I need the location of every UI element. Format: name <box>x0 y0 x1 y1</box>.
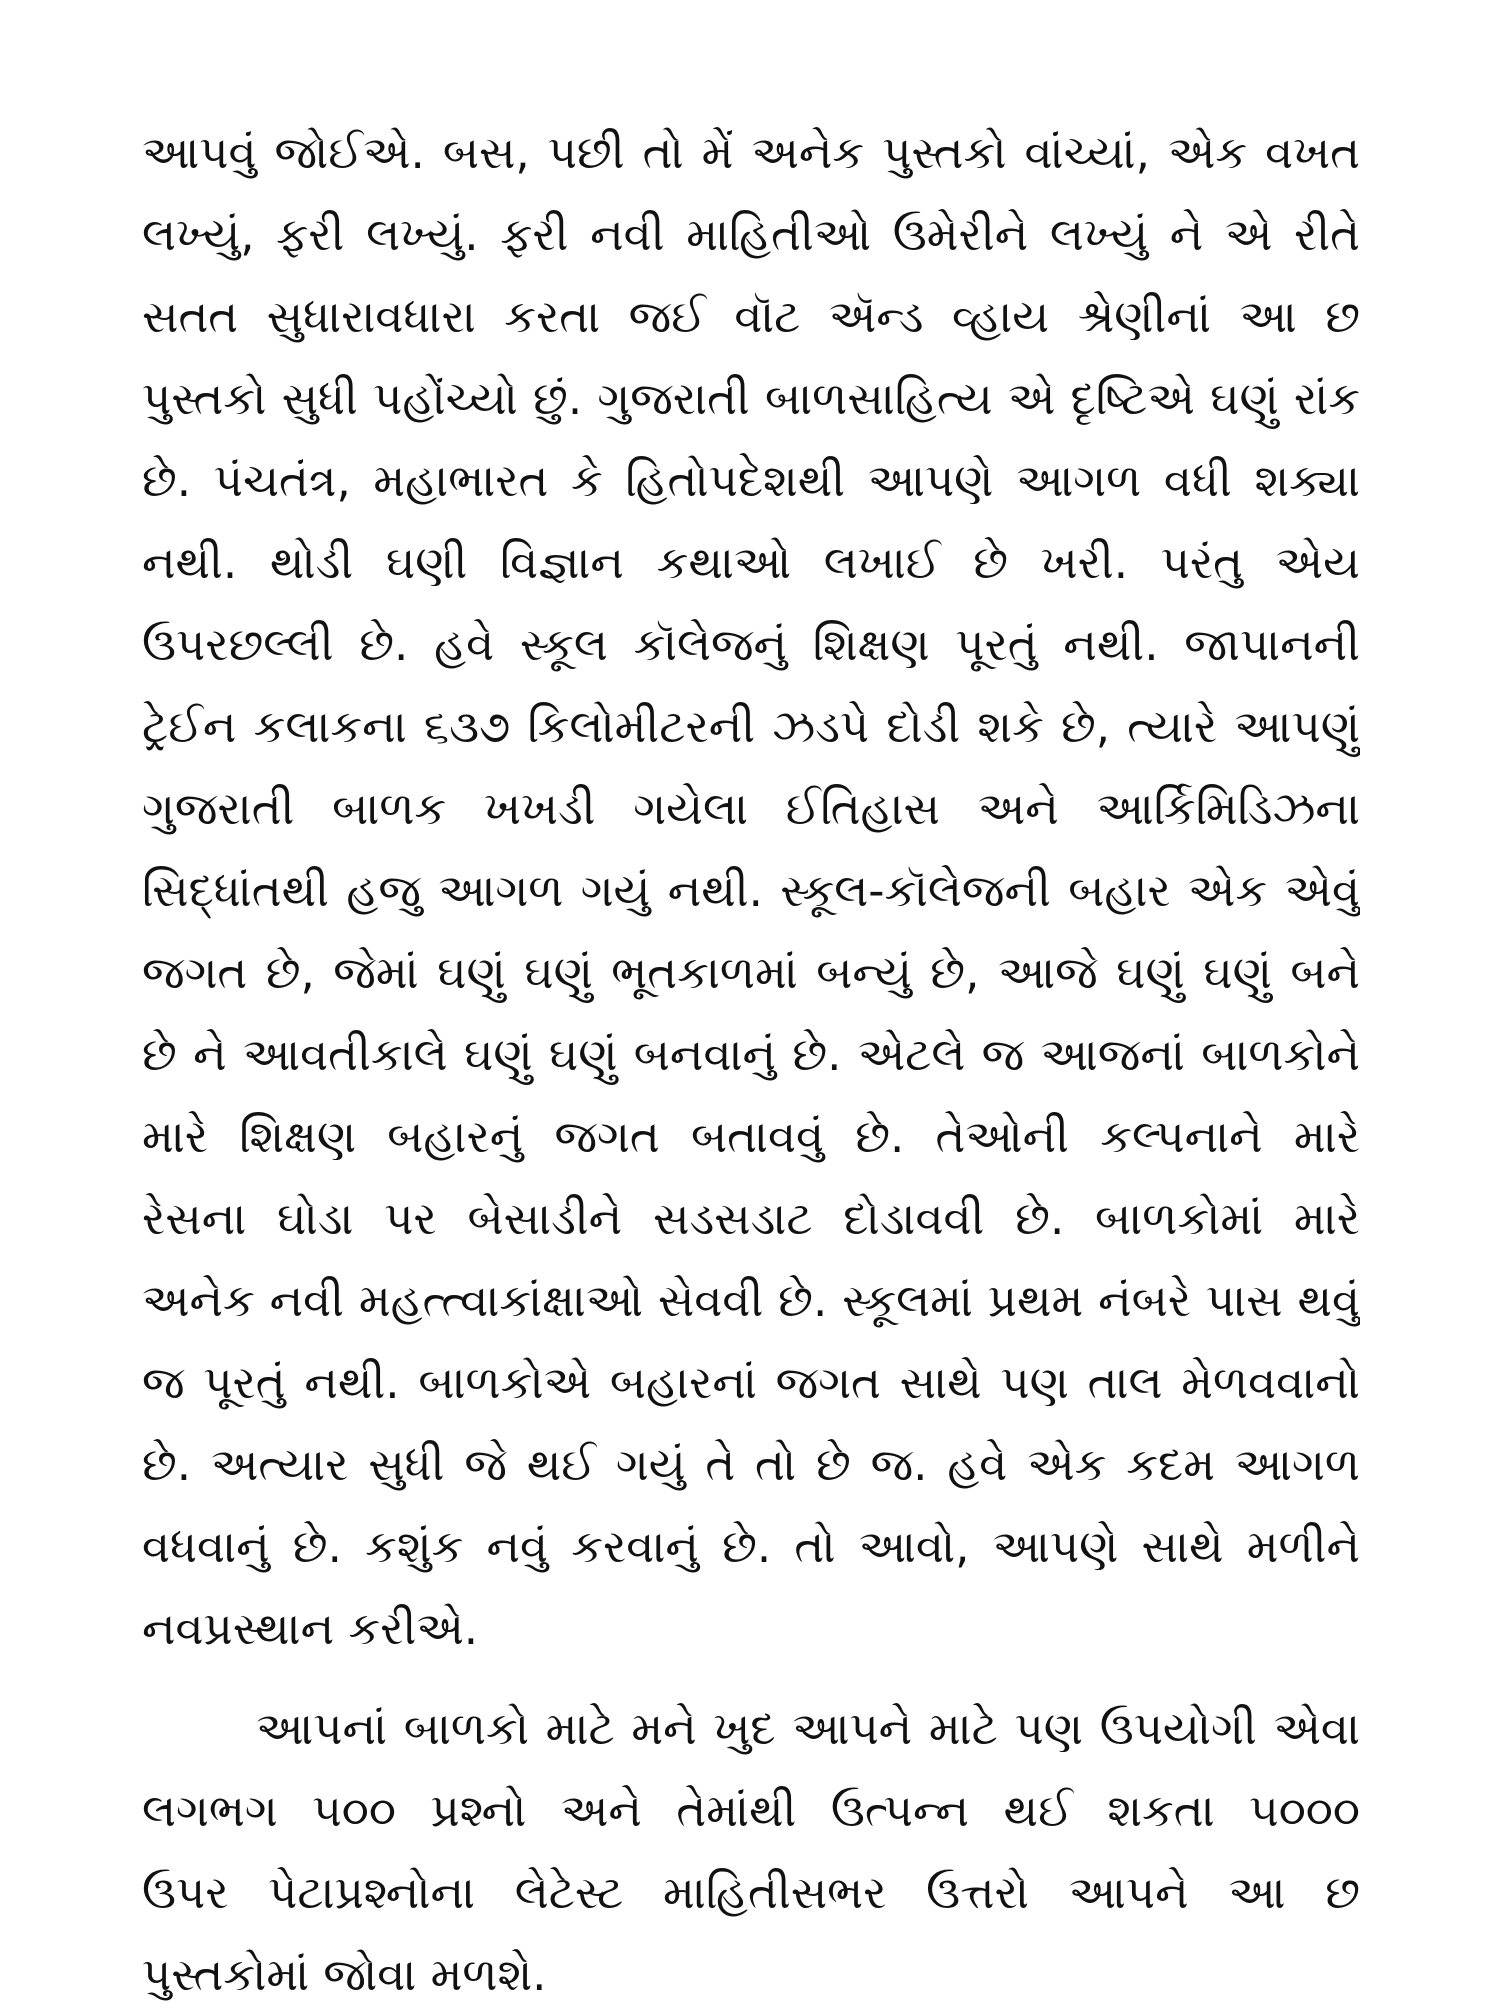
text-line: ગુજરાતી બાળક ખખડી ગયેલા ઈતિહાસ અને આર્કિમિડિઝના <box>142 782 1360 835</box>
text-line: જ પૂરતું નથી. બાળકોએ બહારનાં જગત સાથે પણ તાલ મેળવવાનો <box>142 1356 1360 1409</box>
text-line: પુસ્તકો સુધી પહોંચ્યો છું. ગુજરાતી બાળસાહિત્ય એ દૃષ્ટિએ ઘણું રાંક <box>142 372 1360 425</box>
text-line: છે. અત્યાર સુધી જે થઈ ગયું તે તો છે જ. હવે એક કદમ આગળ <box>142 1438 1360 1491</box>
text-line: ટ્રેઈન કલાકના ૬૩૭ કિલોમીટરની ઝડપે દોડી શકે છે, ત્યારે આપણું <box>142 700 1360 753</box>
text-line: સિદ્ધાંતથી હજુ આગળ ગયું નથી. સ્કૂલ-કૉલેજની બહાર એક એવું <box>142 864 1360 917</box>
text-line: નવપ્રસ્થાન કરીએ. <box>142 1602 479 1655</box>
text-line: લખ્યું, ફરી લખ્યું. ફરી નવી માહિતીઓ ઉમેરીને લખ્યું ને એ રીતે <box>142 208 1360 261</box>
text-line: છે ને આવતીકાલે ઘણું ઘણું બનવાનું છે. એટલે જ આજનાં બાળકોને <box>142 1028 1360 1081</box>
paragraph-1 <box>142 112 1360 1670</box>
text-line: આપવું જોઈએ. બસ, પછી તો મેં અનેક પુસ્તકો વાંચ્યાં, એક વખત <box>142 126 1360 179</box>
text-line: મારે શિક્ષણ બહારનું જગત બતાવવું છે. તેઓની કલ્પનાને મારે <box>142 1110 1360 1163</box>
body-text <box>142 112 1360 2016</box>
text-line: પુસ્તકોમાં જોવા મળશે. <box>142 1948 547 2001</box>
text-line: ઉપરછલ્લી છે. હવે સ્કૂલ કૉલેજનું શિક્ષણ પૂરતું નથી. જાપાનની <box>142 618 1360 671</box>
text-line: રેસના ઘોડા પર બેસાડીને સડસડાટ દોડાવવી છે. બાળકોમાં મારે <box>142 1192 1360 1245</box>
paragraph-2 <box>142 1688 1360 2016</box>
text-line: ઉપર પેટાપ્રશ્નોના લેટેસ્ટ માહિતીસભર ઉત્તરો આપને આ છ <box>142 1866 1360 1919</box>
text-line: અનેક નવી મહત્ત્વાકાંક્ષાઓ સેવવી છે. સ્કૂલમાં પ્રથમ નંબરે પાસ થવું <box>142 1274 1360 1327</box>
text-line: લગભગ ૫૦૦ પ્રશ્નો અને તેમાંથી ઉત્પન્ન થઈ શકતા ૫૦૦૦ <box>142 1784 1360 1837</box>
text-line: આપનાં બાળકો માટે મને ખુદ આપને માટે પણ ઉપયોગી એવા <box>256 1702 1360 1755</box>
text-line: નથી. થોડી ઘણી વિજ્ઞાન કથાઓ લખાઈ છે ખરી. પરંતુ એય <box>142 536 1360 589</box>
text-line: વધવાનું છે. કશુંક નવું કરવાનું છે. તો આવો, આપણે સાથે મળીને <box>142 1520 1360 1573</box>
text-line: છે. પંચતંત્ર, મહાભારત કે હિતોપદેશથી આપણે આગળ વધી શક્યા <box>142 454 1360 507</box>
text-line: જગત છે, જેમાં ઘણું ઘણું ભૂતકાળમાં બન્યું છે, આજે ઘણું ઘણું બને <box>142 946 1360 999</box>
text-line: સતત સુધારાવધારા કરતા જઈ વૉટ ઍન્ડ વ્હાય શ્રેણીનાં આ છ <box>142 290 1360 343</box>
